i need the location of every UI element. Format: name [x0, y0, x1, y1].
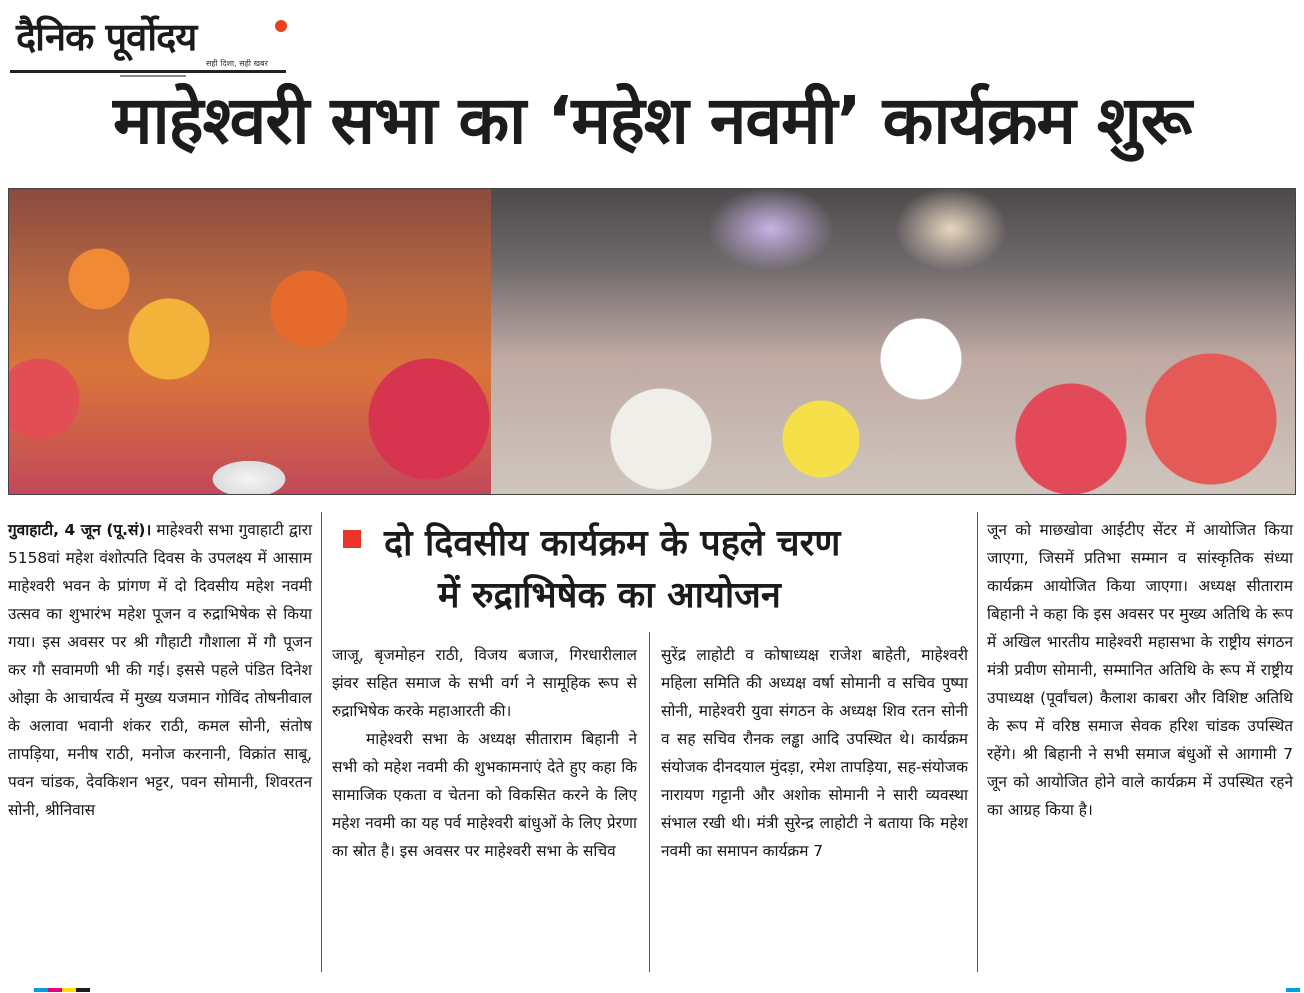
print-registration-strip: [0, 986, 1304, 993]
article-headline: माहेश्वरी सभा का ‘महेश नवमी’ कार्यक्रम शुरू: [112, 82, 1191, 159]
column-rule: [977, 512, 978, 972]
article-column-4: जून को माछखोवा आईटीए सेंटर में आयोजित किया जाएगा, जिसमें प्रतिभा सम्मान व सांस्कृतिक संध्या कार्यक्रम आयोजित किया जाएगा। अध्यक्ष सीताराम बिहानी ने कहा कि इस अवसर पर मुख्य अतिथि के रूप में अखिल भारतीय माहेश्वरी महासभा के राष्ट्रीय संगठन मंत्री प्रवीण सोमानी, सम्मानित अतिथि के रूप में राष्ट्रीय उपाध्यक्ष (पूर्वांचल) कैलाश काबरा और विशिष्ट अतिथि के रूप में वरिष्ठ समाज सेवक हरिश चांडक उपस्थित रहेंगे। श्री बिहानी ने सभी समाज बंधुओं से आगामी 7 जून को आयोजित होने वाले कार्यक्रम में उपस्थित रहने का आग्रह किया है।: [987, 521, 1293, 819]
column-2-paragraph-2: माहेश्वरी सभा के अध्यक्ष सीताराम बिहानी ने सभी को महेश नवमी की शुभकामनाएं देते हुए कहा कि सामाजिक एकता व चेतना को विकसित करने के लिए महेश नवमी का यह पर्व माहेश्वरी बांधुओं के लिए प्रेरणा का स्रोत है। इस अवसर पर माहेश्वरी सभा के सचिव: [332, 730, 637, 860]
column-rule: [649, 632, 650, 972]
column-1-text: माहेश्वरी सभा गुवाहाटी द्वारा 5158वां महेश वंशोत्पति दिवस के उपलक्ष्य में आसाम माहेश्वरी भवन के प्रांगण में दो दिवसीय महेश नवमी उत्सव का शुभारंभ महेश पूजन व रुद्राभिषेक से किया गया। इस अवसर पर श्री गौहाटी गौशाला में गौ पूजन कर गौ सवामणी भी की गई। इससे पहले पंडित दिनेश ओझा के आचार्यत्व में मुख्य यजमान गोविंद तोषनीवाल के अलावा भवानी शंकर राठी, कमल सोनी, संतोष तापड़िया, मनीष राठी, मनोज करनानी, विक्रांत साबू, पवन चांडक, देवकिशन भट्टर, पवन सोमानी, शिवरतन सोनी, श्रीनिवास: [8, 521, 312, 819]
masthead-logo-dot: [275, 20, 287, 32]
registration-mark: [34, 988, 48, 992]
subhead-line-1: दो दिवसीय कार्यक्रम के पहले चरण: [384, 523, 841, 564]
article-column-1: [8, 516, 312, 824]
registration-mark: [62, 988, 76, 992]
masthead-subrule: [120, 75, 186, 77]
newspaper-name: दैनिक पूर्वोदय: [16, 15, 197, 59]
subhead-bullet-icon: [343, 530, 361, 548]
photo-area: [8, 188, 1296, 495]
group-celebration-photo: [491, 189, 1296, 494]
masthead: [10, 8, 286, 72]
article-column-2: [332, 641, 637, 865]
article-column-3: सुरेंद्र लाहोटी व कोषाध्यक्ष राजेश बाहेती, माहेश्वरी महिला समिति की अध्यक्ष वर्षा सोमानी व सचिव पुष्पा सोनी, माहेश्वरी युवा संगठन के अध्यक्ष शिव रतन सोनी व सह सचिव रौनक लड्ढा आदि उपस्थित थे। कार्यक्रम संयोजक दीनदयाल मुंदड़ा, रमेश तापड़िया, सह-संयोजक नारायण गट्टानी और अशोक सोमानी ने सारी व्यवस्था संभाल रखी थी। मंत्री सुरेन्द्र लाहोटी ने बताया कि महेश नवमी का समापन कार्यक्रम 7: [661, 646, 968, 860]
subhead-line-2: में रुद्राभिषेक का आयोजन: [438, 575, 781, 616]
masthead-rule: [10, 70, 286, 73]
rudrabhishek-puja-photo: [9, 189, 491, 494]
registration-mark: [48, 988, 62, 992]
newspaper-tagline: सही दिशा, सही खबर: [206, 59, 268, 68]
column-rule: [321, 512, 322, 972]
column-2-paragraph-1: जाजू, बृजमोहन राठी, विजय बजाज, गिरधारीलाल झंवर सहित समाज के सभी वर्ग ने सामूहिक रूप से रुद्राभिषेक करके महाआरती की।: [332, 646, 637, 720]
registration-mark: [76, 988, 90, 992]
registration-mark: [1286, 988, 1300, 992]
dateline: गुवाहाटी, 4 जून (पू.सं)।: [8, 521, 152, 539]
